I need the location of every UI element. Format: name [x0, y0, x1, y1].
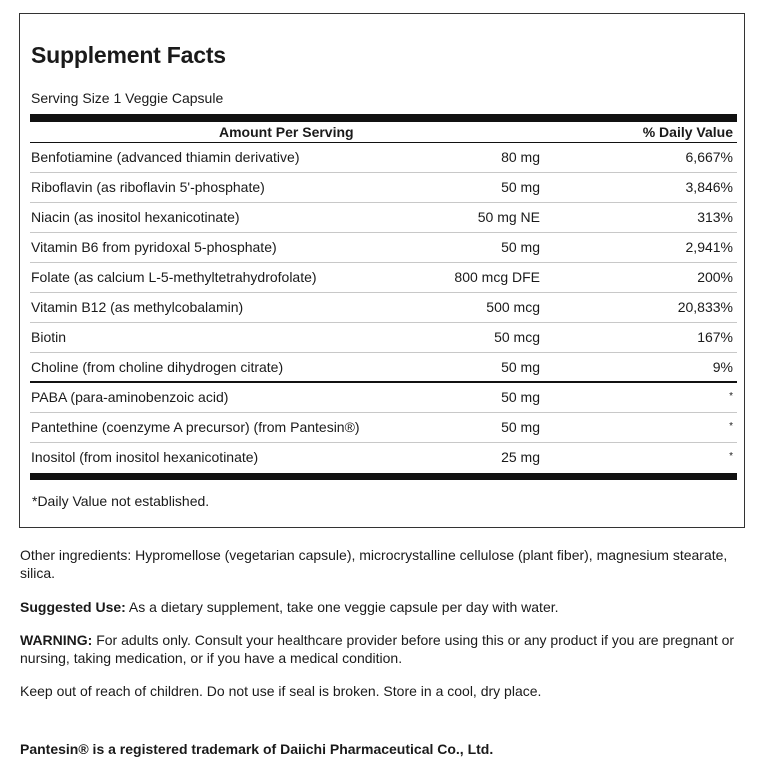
nutrient-amount: 50 mg — [501, 419, 540, 435]
supplement-facts-panel — [19, 13, 745, 528]
nutrient-name: Choline (from choline dihydrogen citrate) — [31, 359, 284, 375]
table-row — [30, 443, 737, 473]
nutrient-name: Biotin — [31, 329, 67, 345]
panel-title: Supplement Facts — [31, 42, 226, 68]
nutrient-name: Benfotiamine (advanced thiamin derivative) — [31, 149, 300, 165]
nutrient-amount: 80 mg — [501, 149, 540, 165]
nutrient-dv: 9% — [712, 359, 733, 375]
nutrient-dv: 2,941% — [685, 239, 733, 255]
nutrient-dv: 20,833% — [677, 299, 733, 315]
thick-rule-bottom — [30, 473, 737, 480]
nutrient-dv: 167% — [697, 329, 733, 345]
nutrient-amount: 50 mg NE — [477, 209, 540, 225]
table-row — [30, 293, 737, 323]
nutrient-amount: 500 mcg — [486, 299, 540, 315]
table-row — [30, 263, 737, 293]
nutrient-name: Vitamin B6 from pyridoxal 5-phosphate) — [31, 239, 277, 255]
nutrient-amount: 50 mg — [501, 179, 540, 195]
suggested-use-label: Suggested Use: — [20, 599, 126, 615]
nutrient-name: Inositol (from inositol hexanicotinate) — [31, 449, 259, 465]
nutrient-amount: 50 mg — [501, 389, 540, 405]
table-row — [30, 383, 737, 413]
nutrient-dv: * — [729, 451, 733, 462]
nutrient-name: PABA (para-aminobenzoic acid) — [31, 389, 229, 405]
nutrient-name: Folate (as calcium L-5-methyltetrahydrofolate) — [31, 269, 317, 285]
other-ingredients: Other ingredients: Hypromellose (vegetarian capsule), microcrystalline cellulose (plant fiber), magnesium stearate, silica. — [20, 547, 728, 581]
header-amount: Amount Per Serving — [219, 124, 354, 140]
nutrient-dv: 313% — [697, 209, 733, 225]
table-header — [30, 122, 737, 143]
table-row — [30, 413, 737, 443]
nutrient-dv: 6,667% — [685, 149, 733, 165]
table-row — [30, 323, 737, 353]
thick-rule-top — [30, 114, 737, 122]
nutrient-amount: 50 mg — [501, 239, 540, 255]
nutrient-name: Niacin (as inositol hexanicotinate) — [31, 209, 240, 225]
nutrient-dv: * — [729, 391, 733, 402]
nutrient-amount: 50 mg — [501, 359, 540, 375]
table-row — [30, 233, 737, 263]
nutrient-name: Pantethine (coenzyme A precursor) (from Pantesin®) — [31, 419, 360, 435]
nutrient-name: Riboflavin (as riboflavin 5'-phosphate) — [31, 179, 265, 195]
nutrient-dv: 200% — [697, 269, 733, 285]
table-row — [30, 173, 737, 203]
warning-text: For adults only. Consult your healthcare provider before using this or any product if you are pregnant or nursing, taking medication, or if you have a medical condition. — [20, 632, 735, 666]
warning — [20, 631, 745, 667]
trademark-notice: Pantesin® is a registered trademark of Daiichi Pharmaceutical Co., Ltd. — [20, 741, 494, 757]
table-row — [30, 143, 737, 173]
daily-value-footnote: *Daily Value not established. — [32, 493, 210, 509]
nutrient-amount: 50 mcg — [494, 329, 540, 345]
nutrient-name: Vitamin B12 (as methylcobalamin) — [31, 299, 244, 315]
nutrient-amount: 800 mcg DFE — [454, 269, 540, 285]
nutrient-dv: * — [729, 421, 733, 432]
nutrient-dv: 3,846% — [685, 179, 733, 195]
table-row — [30, 203, 737, 233]
nutrient-amount: 25 mg — [501, 449, 540, 465]
nutrient-table — [30, 114, 737, 480]
suggested-use — [20, 598, 745, 616]
table-row — [30, 353, 737, 383]
serving-size: Serving Size 1 Veggie Capsule — [31, 90, 224, 106]
warning-label: WARNING: — [20, 632, 93, 648]
suggested-use-text: As a dietary supplement, take one veggie capsule per day with water. — [125, 599, 559, 615]
storage-instructions: Keep out of reach of children. Do not use if seal is broken. Store in a cool, dry place. — [20, 683, 542, 699]
header-daily-value: % Daily Value — [642, 124, 733, 140]
